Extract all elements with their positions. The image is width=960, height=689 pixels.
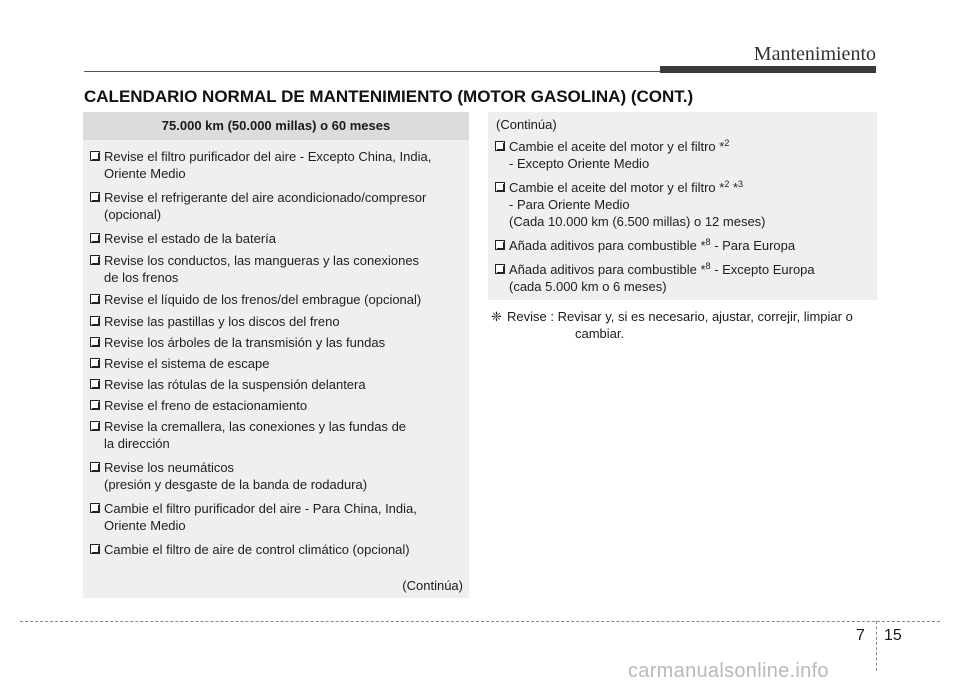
checkbox-icon <box>90 503 100 513</box>
checkbox-icon <box>90 400 100 410</box>
list-item: Cambie el filtro de aire de control climático (opcional) <box>86 541 469 558</box>
checkbox-icon <box>495 141 505 151</box>
checkbox-icon <box>90 294 100 304</box>
checkbox-icon <box>90 421 100 431</box>
checkbox-icon <box>495 264 505 274</box>
note-symbol-icon: ❈ <box>491 309 502 324</box>
page-title: CALENDARIO NORMAL DE MANTENIMIENTO (MOTOR GASOLINA) (CONT.) <box>84 87 694 106</box>
maintenance-column-left <box>83 112 469 598</box>
list-item: Revise los conductos, las mangueras y las conexiones de los frenos <box>86 252 469 286</box>
list-item: Revise el filtro purificador del aire - Excepto China, India, Oriente Medio <box>86 148 469 182</box>
header-rule <box>84 71 660 72</box>
checkbox-icon <box>495 182 505 192</box>
footnote: ❈ Revise : Revisar y, si es necesario, ajustar, correjir, limpiar o cambiar. <box>491 309 853 341</box>
interval-heading: 75.000 km (50.000 millas) o 60 meses <box>83 112 469 140</box>
checkbox-icon <box>90 316 100 326</box>
list-item: Revise la cremallera, las conexiones y las fundas de la dirección <box>86 418 469 452</box>
checkbox-icon <box>90 151 100 161</box>
list-item: Cambie el aceite del motor y el filtro *$^2$ - Excepto Oriente Medio <box>491 138 877 172</box>
footer-divider <box>876 621 877 671</box>
continued-label: (Continúa) <box>402 578 463 593</box>
checkbox-icon <box>90 255 100 265</box>
header-rule-accent <box>660 66 876 73</box>
checkbox-icon <box>90 233 100 243</box>
list-item: Revise el freno de estacionamiento <box>86 397 469 414</box>
list-item: Revise los neumáticos (presión y desgaste de la banda de rodadura) <box>86 459 469 493</box>
checkbox-icon <box>90 544 100 554</box>
list-item: Revise el líquido de los frenos/del embrague (opcional) <box>86 291 469 308</box>
checkbox-icon <box>90 358 100 368</box>
list-item: Revise el sistema de escape <box>86 355 469 372</box>
list-item: Revise el estado de la batería <box>86 230 469 247</box>
list-item: Añada aditivos para combustible *$^8$ - Para Europa <box>491 237 877 254</box>
list-item: Revise las pastillas y los discos del freno <box>86 313 469 330</box>
checkbox-icon <box>90 379 100 389</box>
section-title: Mantenimiento <box>753 43 876 65</box>
list-item: Cambie el filtro purificador del aire - Para China, India, Oriente Medio <box>86 500 469 534</box>
list-item: Revise los árboles de la transmisión y las fundas <box>86 334 469 351</box>
maintenance-column-right <box>488 112 877 300</box>
chapter-number: 7 <box>856 627 865 644</box>
list-item: Revise el refrigerante del aire acondicionado/compresor (opcional) <box>86 189 469 223</box>
watermark: carmanualsonline.info <box>628 660 829 682</box>
checkbox-icon <box>90 192 100 202</box>
checkbox-icon <box>495 240 505 250</box>
page-number: 15 <box>884 627 902 644</box>
checkbox-icon <box>90 337 100 347</box>
continued-label: (Continúa) <box>496 117 557 132</box>
list-item: Añada aditivos para combustible *$^8$ - Excepto Europa (cada 5.000 km o 6 meses) <box>491 261 877 295</box>
checkbox-icon <box>90 462 100 472</box>
footer-rule <box>20 621 940 622</box>
list-item: Cambie el aceite del motor y el filtro *$^2$ *$^3$ - Para Oriente Medio (Cada 10.000 km (6.500 millas) o 12 meses) <box>491 179 877 230</box>
list-item: Revise las rótulas de la suspensión delantera <box>86 376 469 393</box>
